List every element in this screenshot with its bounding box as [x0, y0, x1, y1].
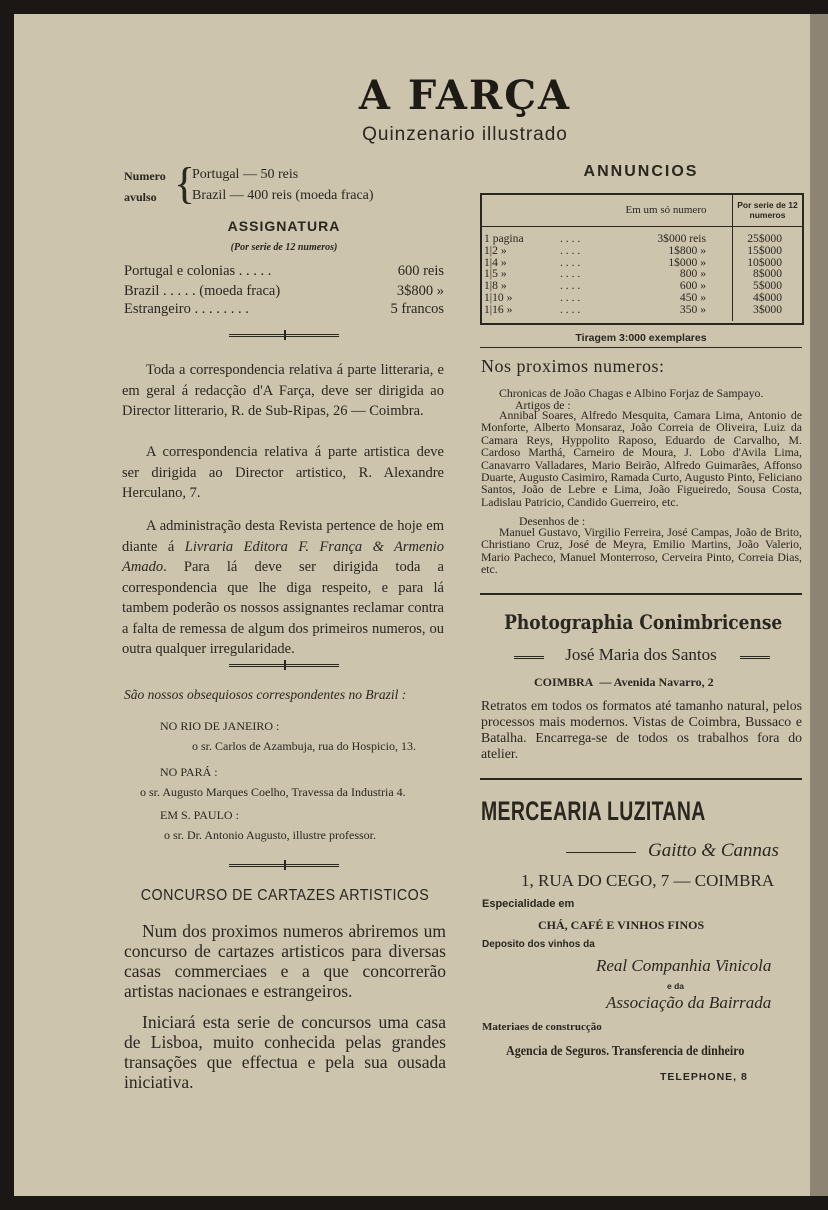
mercearia-company-1: Real Companhia Vinicola — [596, 956, 772, 975]
ad-price-series: 15$000 — [747, 243, 782, 257]
ad-price-single: 3$000 reis — [657, 232, 706, 245]
admin-text: A administração desta Revista pertence de hoje em diante á — [122, 518, 444, 555]
ad-size: 1|10 » — [484, 291, 513, 304]
price-brace: { — [174, 159, 196, 208]
mercearia-especialidade: Especialidade em — [482, 898, 575, 910]
assignatura-row-value: 5 francos — [390, 301, 444, 317]
ad-price-single: 1$000 » — [668, 255, 706, 269]
ad-price-series: 25$000 — [747, 232, 782, 245]
mercearia-telephone: TELEPHONE, 8 — [660, 1071, 748, 1083]
assignatura-row-label: Brazil . . . . . (moeda fraca) — [124, 283, 281, 299]
assignatura-row-label: Estrangeiro . . . . . . . . — [124, 301, 249, 317]
ad-dots: . . . . — [560, 243, 581, 257]
assignatura-row-value: 3$800 » — [396, 283, 444, 299]
ad-size: 1 pagina — [484, 232, 524, 245]
ad-dots: . . . . — [560, 232, 581, 245]
ornament-divider — [229, 860, 339, 870]
numero-label: Numero — [124, 169, 166, 183]
correspondent-person: o sr. Augusto Marques Coelho, Travessa da Industria 4. — [140, 785, 406, 799]
assignatura-note: (Por serie de 12 numeros) — [230, 242, 338, 253]
photo-ad-city: COIMBRA — [534, 675, 594, 689]
photo-ad-owner: José Maria dos Santos — [565, 645, 717, 664]
table-header-series: Por serie de 12 numeros — [737, 200, 798, 220]
price-brazil: Brazil — 400 reis (moeda fraca) — [192, 188, 374, 203]
ad-dots: . . . . — [560, 267, 581, 281]
proximos-chronicas: Chronicas de João Chagas e Albino Forjaz de Sampayo. — [499, 386, 764, 400]
masthead-title: A FARÇA — [358, 72, 572, 119]
ad-size: 1|16 » — [484, 302, 513, 316]
ad-price-series: 10$000 — [747, 255, 782, 269]
ad-dots: . . . . — [560, 255, 581, 269]
ad-dots: . . . . — [560, 291, 581, 304]
correspondence-administration — [122, 516, 444, 660]
avulso-label: avulso — [124, 190, 157, 204]
photo-ad-city-line — [534, 675, 714, 690]
correspondence-artistic: A correspondencia relativa á parte artistica deve ser dirigida ao Director artistico, R. Alexandre Herculano, 7. — [122, 444, 444, 501]
admin-text-end: . Para lá deve ser dirigida toda a correspondencia que lhe diga respeito, e para lá tambem poderão os nossos assignantes reclamar contra a falta de remessa de algum dos primeiros numeros, ou outra qualquer irregularidade. — [122, 559, 444, 657]
ad-size: 1|8 » — [484, 279, 507, 293]
mercearia-owners: Gaitto & Cannas — [648, 840, 779, 861]
proximos-heading: Nos proximos numeros: — [481, 356, 665, 376]
ad-size: 1|5 » — [484, 267, 507, 281]
table-header-single: Em um só numero — [625, 204, 707, 216]
ornament-divider — [229, 330, 339, 340]
ad-size: 1|2 » — [484, 243, 507, 257]
mercearia-eda: e da — [667, 981, 685, 991]
ad-size: 1|4 » — [484, 255, 507, 269]
correspondence-literary: Toda a correspondencia relativa á parte litteraria, e em geral á redacção d'A Farça, deve ser dirigida ao Director litterario, R. de Sub-Ripas, 26 — Coimbra. — [122, 362, 444, 419]
section-rule — [480, 593, 802, 595]
ad-price-series: 4$000 — [753, 291, 782, 304]
annuncios-heading: ANNUNCIOS — [583, 163, 699, 180]
price-portugal: Portugal — 50 reis — [192, 167, 299, 182]
correspondents-heading: São nossos obsequiosos correspondentes no Brazil : — [124, 687, 407, 702]
ad-price-single: 600 » — [679, 279, 706, 293]
correspondent-person: o sr. Carlos de Azambuja, rua do Hospicio, 13. — [192, 739, 416, 753]
tiragem: Tiragem 3:000 exemplares — [575, 332, 707, 344]
masthead-subtitle: Quinzenario illustrado — [362, 124, 568, 145]
correspondent-place: EM S. PAULO : — [160, 808, 239, 822]
proximos-artigos-label: Artigos de : — [515, 398, 571, 412]
concurso-paragraph-1: Num dos proximos numeros abriremos um concurso de cartazes artisticos para diversas casas commerciaes e a que concorrerão artistas nacionaes e estrangeiros. — [124, 921, 446, 1001]
mercearia-name: MERCEARIA LUZITANA — [481, 796, 706, 826]
ad-dots: . . . . — [560, 279, 581, 293]
mercearia-company-2: Associação da Bairrada — [606, 993, 772, 1012]
proximos-desenhos-label: Desenhos de : — [519, 514, 586, 528]
mercearia-products: CHÁ, CAFÉ E VINHOS FINOS — [538, 918, 705, 932]
publisher-name: Livraria Editora F. França & Armenio Amado — [122, 538, 444, 575]
proximos-desenhos: Manuel Gustavo, Virgilio Ferreira, José Campas, João de Brito, Christiano Cruz, José de Meyra, Emilio Martins, João Valerio, Mario Pacheco, Manuel Monterroso, Cerveira Pinto, Correia Dias, etc. — [481, 525, 802, 577]
concurso-paragraph-2: Iniciará esta serie de concursos uma casa de Lisboa, muito conhecida pelas grandes transações que effectua e pela sua ousada iniciativa. — [124, 1012, 446, 1092]
ad-price-series: 3$000 — [753, 302, 782, 316]
concurso-heading: CONCURSO DE CARTAZES ARTISTICOS — [140, 887, 430, 904]
ad-dots: . . . . — [560, 302, 581, 316]
adjacent-page-edge — [810, 14, 828, 1196]
ad-price-single: 350 » — [679, 302, 706, 316]
ornament-divider — [229, 660, 339, 670]
ad-price-series: 8$000 — [753, 267, 782, 281]
mercearia-deposito: Deposito dos vinhos da — [482, 939, 595, 950]
assignatura-row-label: Portugal e colonias . . . . . — [124, 263, 272, 279]
correspondent-person: o sr. Dr. Antonio Augusto, illustre professor. — [164, 828, 377, 842]
photo-ad-name: Photographia Conimbricense — [504, 610, 783, 634]
section-rule — [480, 778, 802, 780]
ornament-line — [740, 656, 770, 659]
assignatura-heading: ASSIGNATURA — [227, 218, 341, 234]
proximos-artigos: Annibal Soares, Alfredo Mesquita, Camara Lima, Antonio de Monforte, Alberto Monsaraz, João Correia de Oliveira, Luiz da Camara Reys, Hyppolito Raposo, Eduardo de Carvalho, M. Cardoso Marthá, Carneiro de Moura, J. Lobo d'Avila Lima, Canavarro Valladares, Mario Beirão, Alfredo Guimarães, Affonso Duarte, Augusto Casimiro, Ramada Curto, Augusto Pinto, Feliciano Santos, João de Lebre e Lima, João Figueiredo, Sousa Costa, Ladislau Patricio, Candido Guerreiro, etc. — [481, 408, 802, 509]
ad-price-single: 800 » — [679, 267, 706, 281]
photo-ad-text: Retratos em todos os formatos até tamanho natural, pelos processos mais modernos. Vistas de Coimbra, Bussaco e Batalha. Encarrega-se de todos os trabalhos fora do atelier. — [481, 698, 802, 761]
correspondent-place: NO PARÁ : — [160, 765, 218, 779]
mercearia-address: 1, RUA DO CEGO, 7 — COIMBRA — [521, 871, 775, 890]
assignatura-row-value: 600 reis — [397, 263, 444, 279]
correspondent-place: NO RIO DE JANEIRO : — [160, 719, 280, 733]
ad-price-single: 450 » — [679, 291, 706, 304]
ornament-line — [566, 852, 636, 853]
mercearia-agencia: Agencia de Seguros. Transferencia de dinheiro — [506, 1044, 745, 1059]
section-rule — [480, 347, 802, 348]
ad-price-single: 1$800 » — [668, 243, 706, 257]
ad-price-series: 5$000 — [753, 279, 782, 293]
mercearia-materiaes: Materiaes de construcção — [482, 1021, 602, 1033]
photo-ad-address: — Avenida Navarro, 2 — [599, 675, 714, 689]
